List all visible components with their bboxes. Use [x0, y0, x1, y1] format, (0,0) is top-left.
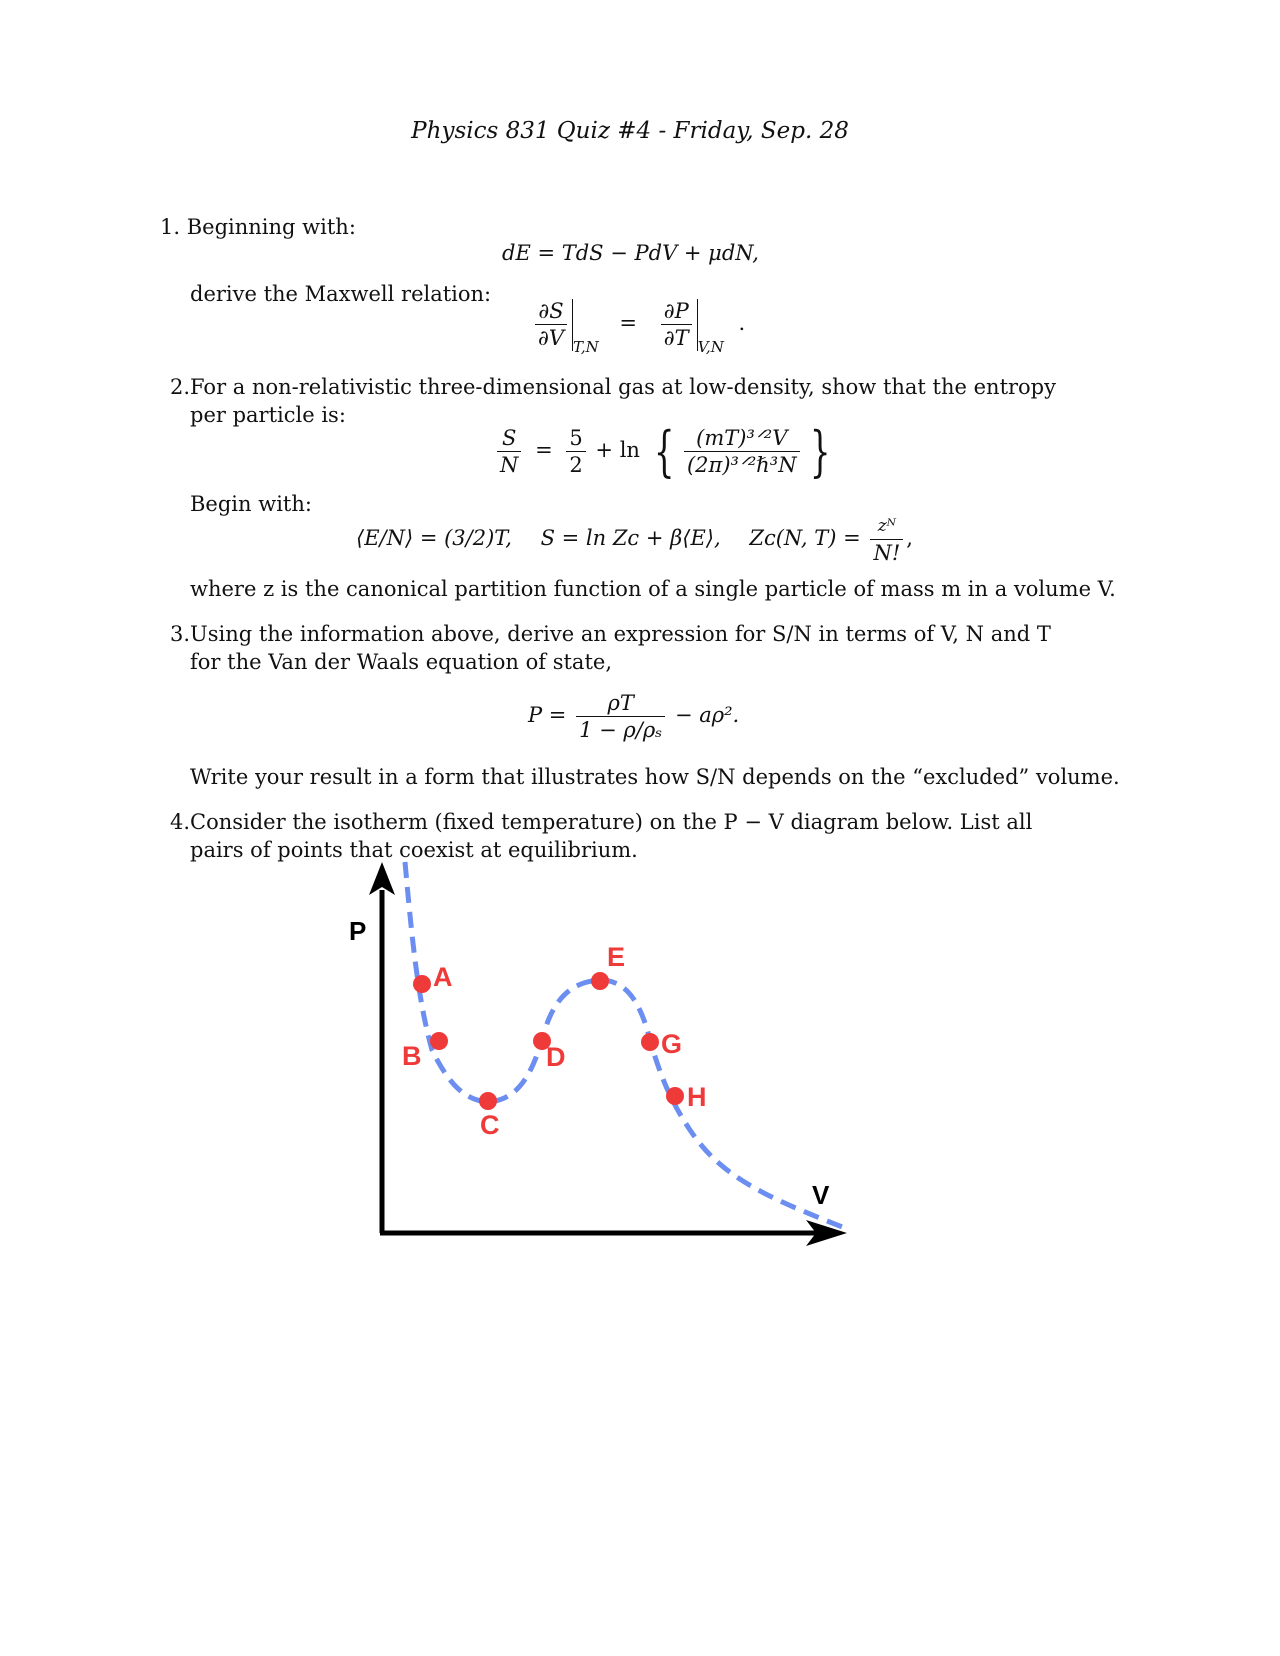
vdw-right: − aρ².	[674, 703, 740, 727]
point-e-label: E	[607, 942, 626, 972]
frac-den: N!	[873, 541, 901, 565]
point-g-label: G	[661, 1029, 683, 1059]
frac-num: zᴺ	[870, 513, 903, 540]
problem-text: For a non-relativistic three-dimensional gas at low-density, show that the entropy per particle is:	[190, 375, 1056, 427]
energy-equation: ⟨E/N⟩ = (3/2)T,	[356, 526, 512, 550]
frac-num: ρT	[576, 690, 665, 717]
frac-den: N	[500, 453, 519, 477]
problem-intro: Beginning with:	[186, 215, 356, 239]
subscript: T,N	[573, 338, 599, 356]
frac-den: ∂V	[538, 326, 565, 350]
frac-den: (2π)³ᐟ²ℏ³N	[686, 453, 797, 477]
x-axis-label: V	[812, 1180, 830, 1210]
point-c	[479, 1092, 497, 1110]
isotherm-curve	[405, 862, 845, 1228]
maxwell-relation: $\frac{\partial S}{\partial V}$ $_{T,N}$ = $\frac{\partial P}{\partial T}$ $_{V,N}$ .	[532, 298, 745, 356]
point-b-label: B	[402, 1041, 422, 1071]
frac-num: S	[497, 425, 521, 452]
write-text: Write your result in a form that illustrates how S/N depends on the “excluded” volume.	[190, 765, 1120, 789]
point-a-label: A	[433, 962, 453, 992]
derive-text: derive the Maxwell relation:	[190, 282, 492, 306]
equation-de: dE = TdS − PdV + μdN,	[502, 241, 759, 265]
frac-den: 1 − ρ/ρₛ	[579, 718, 663, 742]
given-equations: ⟨E/N⟩ = (3/2)T, S = ln Zᴄ + β⟨E⟩, Zᴄ(N, T) = $\frac{\text{zᴺ}}{N!}$ ,	[356, 513, 913, 566]
where-text: where z is the canonical partition function of a single particle of mass m in a volume V.	[190, 577, 1116, 601]
entropy-equation: $\frac{S}{N}$ = $\frac{5}{2}$ + ln { $\frac{\text{(mT)³ᐟ²V}}{\text{(2π)³ᐟ²ℏ³N}}$ }	[494, 420, 837, 483]
begin-text: Begin with:	[190, 492, 312, 516]
point-g	[641, 1033, 659, 1051]
point-b	[430, 1032, 448, 1050]
y-axis-label: P	[349, 916, 367, 946]
point-h	[666, 1087, 684, 1105]
problem-number: 1.	[160, 215, 181, 239]
frac-den: 2	[569, 453, 583, 477]
point-c-label: C	[480, 1110, 500, 1140]
problem-number: 2.	[169, 375, 190, 399]
frac-num: (mT)³ᐟ²V	[684, 425, 800, 452]
point-d-label: D	[546, 1042, 566, 1072]
subscript: V,N	[697, 338, 724, 356]
point-e	[591, 972, 609, 990]
problem-number: 3.	[169, 622, 190, 646]
problem-text: Using the information above, derive an expression for S/N in terms of V, N and T for the Van der Waals equation of state,	[190, 622, 1051, 674]
point-a	[413, 975, 431, 993]
vdw-left: P =	[528, 703, 567, 727]
partition-left: Zᴄ(N, T) =	[749, 526, 861, 550]
page-title: Physics 831 Quiz #4 - Friday, Sep. 28	[411, 118, 849, 144]
entropy-definition: S = ln Zᴄ + β⟨E⟩,	[540, 526, 721, 550]
problem-text: Consider the isotherm (fixed temperature) on the P − V diagram below. List all pairs of points that coexist at equilibrium.	[190, 810, 1033, 862]
frac-num: 5	[566, 425, 585, 452]
point-h-label: H	[687, 1082, 707, 1112]
frac-num: ∂P	[661, 298, 692, 325]
frac-den: ∂T	[663, 326, 689, 350]
frac-num: ∂S	[535, 298, 567, 325]
problem-number: 4.	[169, 810, 190, 834]
